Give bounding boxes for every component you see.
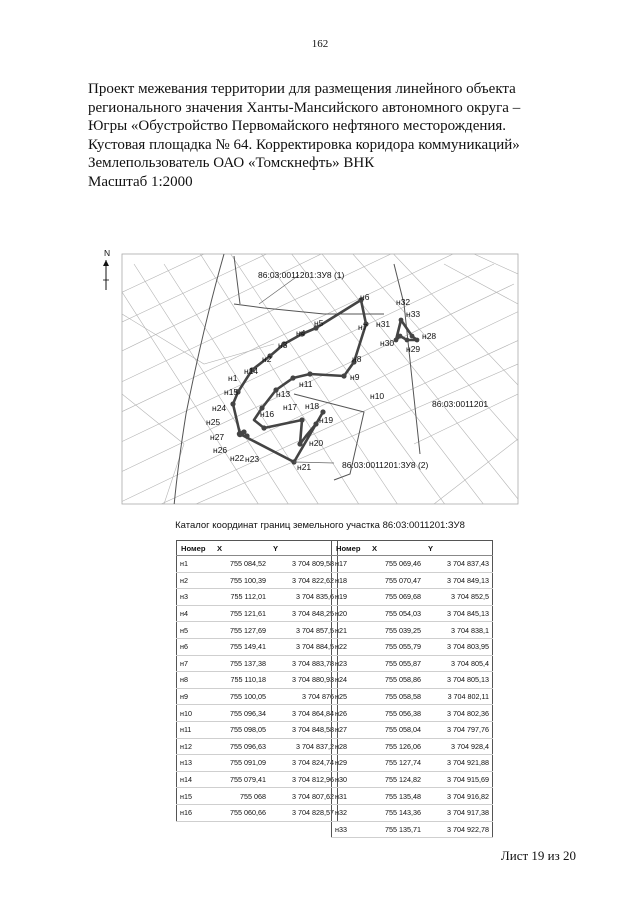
table-row	[177, 622, 338, 639]
table-row	[332, 572, 493, 589]
cell-y: 3 704 812,96	[269, 771, 338, 788]
cell-y: 3 704 921,88	[424, 755, 493, 772]
cell-num: н16	[177, 804, 214, 821]
title-line-1: Проект межевания территории для размещения линейного объекта	[88, 81, 516, 97]
cell-num: н31	[332, 788, 369, 805]
coordinates-table-right	[331, 540, 493, 838]
table-row	[332, 755, 493, 772]
north-arrow-icon	[103, 260, 109, 290]
cell-y: 3 704 864,84	[269, 705, 338, 722]
cell-x: 755 084,52	[213, 556, 269, 573]
table-row	[332, 821, 493, 838]
coordinates-table-left	[176, 540, 338, 822]
cell-num: н13	[177, 755, 214, 772]
table-row	[177, 721, 338, 738]
column-header-number: Номер	[177, 541, 214, 556]
point-label: н24	[212, 403, 227, 413]
parcel-label-zu8-1: 86:03:0011201:ЗУ8 (1)	[258, 270, 345, 280]
title-line-2: регионального значения Ханты-Мансийского автономного округа –	[88, 99, 521, 116]
cell-y: 3 704 848,58	[269, 721, 338, 738]
cell-x: 755 137,38	[213, 655, 269, 672]
point-label: н14	[244, 366, 259, 376]
point-label: н26	[213, 445, 228, 455]
cell-x: 755 058,58	[368, 688, 424, 705]
cell-num: н18	[332, 572, 369, 589]
table-row	[177, 655, 338, 672]
point-label: н33	[406, 309, 421, 319]
point-label: н29	[406, 344, 421, 354]
cell-x: 755 068	[213, 788, 269, 805]
cell-num: н19	[332, 589, 369, 606]
north-label: N	[104, 248, 111, 258]
cell-x: 755 079,41	[213, 771, 269, 788]
cell-y: 3 704 803,95	[424, 638, 493, 655]
table-row	[332, 771, 493, 788]
table-header-row	[177, 541, 338, 556]
cell-num: н12	[177, 738, 214, 755]
table-row	[177, 589, 338, 606]
table-row	[332, 721, 493, 738]
table-row	[177, 672, 338, 689]
catalog-title: Каталог координат границ земельного участка 86:03:0011201:ЗУ8	[175, 520, 465, 531]
cell-x: 755 135,71	[368, 821, 424, 838]
table-row	[177, 638, 338, 655]
table-row	[332, 556, 493, 573]
cell-x: 755 054,03	[368, 605, 424, 622]
cell-y: 3 704 822,62	[269, 572, 338, 589]
cell-y: 3 704 848,25	[269, 605, 338, 622]
cell-num: н24	[332, 672, 369, 689]
table-row	[177, 771, 338, 788]
cell-num: н21	[332, 622, 369, 639]
cell-y: 3 704 883,78	[269, 655, 338, 672]
cell-x: 755 070,47	[368, 572, 424, 589]
cell-num: н26	[332, 705, 369, 722]
cell-y: 3 704 880,93	[269, 672, 338, 689]
cell-x: 755 100,05	[213, 688, 269, 705]
point-label: н28	[422, 331, 437, 341]
scale-line: Масштаб 1:2000	[88, 173, 193, 190]
cell-y: 3 704 857,5	[269, 622, 338, 639]
cell-y: 3 704 845,13	[424, 605, 493, 622]
cell-x: 755 112,01	[213, 589, 269, 606]
cell-y: 3 704 802,36	[424, 705, 493, 722]
point-label: н11	[299, 379, 313, 389]
cell-x: 755 091,09	[213, 755, 269, 772]
table-row	[177, 556, 338, 573]
point-label: н13	[276, 389, 291, 399]
cell-x: 755 060,66	[213, 804, 269, 821]
cell-x: 755 058,86	[368, 672, 424, 689]
quarter-label: 86:03:0011201	[432, 399, 489, 409]
table-header-row	[332, 541, 493, 556]
cell-num: н28	[332, 738, 369, 755]
cell-y: 3 704 838,1	[424, 622, 493, 639]
table-row	[177, 788, 338, 805]
cell-y: 3 704 824,74	[269, 755, 338, 772]
cell-y: 3 704 828,57	[269, 804, 338, 821]
cell-num: н10	[177, 705, 214, 722]
cell-x: 755 039,25	[368, 622, 424, 639]
cell-num: н4	[177, 605, 214, 622]
table-row	[177, 605, 338, 622]
cell-x: 755 098,05	[213, 721, 269, 738]
table-row	[332, 705, 493, 722]
point-label: н8	[352, 354, 362, 364]
cell-num: н9	[177, 688, 214, 705]
table-row	[332, 589, 493, 606]
cell-x: 755 126,06	[368, 738, 424, 755]
cell-num: н2	[177, 572, 214, 589]
cell-x: 755 124,82	[368, 771, 424, 788]
cell-y: 3 704 805,13	[424, 672, 493, 689]
cell-x: 755 096,63	[213, 738, 269, 755]
cell-x: 755 069,68	[368, 589, 424, 606]
table-row	[332, 672, 493, 689]
cell-num: н5	[177, 622, 214, 639]
cell-x: 755 110,18	[213, 672, 269, 689]
point-label: н31	[376, 319, 391, 329]
cell-x: 755 149,41	[213, 638, 269, 655]
point-label: н19	[319, 415, 334, 425]
cadastral-map	[94, 244, 522, 506]
cell-y: 3 704 797,76	[424, 721, 493, 738]
point-label: н15	[224, 387, 239, 397]
cell-num: н20	[332, 605, 369, 622]
cell-num: н23	[332, 655, 369, 672]
cell-x: 755 135,48	[368, 788, 424, 805]
column-header-x: X	[213, 541, 269, 556]
cell-y: 3 704 922,78	[424, 821, 493, 838]
cell-num: н30	[332, 771, 369, 788]
cell-x: 755 127,74	[368, 755, 424, 772]
cell-num: н7	[177, 655, 214, 672]
point-label: н25	[206, 417, 221, 427]
table-row	[332, 738, 493, 755]
point-label: н23	[245, 454, 260, 464]
point-label: н3	[278, 340, 288, 350]
cell-x: 755 143,36	[368, 804, 424, 821]
cell-x: 755 069,46	[368, 556, 424, 573]
point-label: н5	[314, 318, 324, 328]
point-label: н1	[228, 373, 238, 383]
cell-y: 3 704 915,69	[424, 771, 493, 788]
cell-y: 3 704 809,58	[269, 556, 338, 573]
cell-x: 755 055,79	[368, 638, 424, 655]
point-label: н27	[210, 432, 225, 442]
column-header-x: X	[368, 541, 424, 556]
cell-y: 3 704 802,11	[424, 688, 493, 705]
cell-y: 3 704 805,4	[424, 655, 493, 672]
cell-y: 3 704 884,5	[269, 638, 338, 655]
point-label: н7	[358, 322, 368, 332]
cell-num: н3	[177, 589, 214, 606]
cell-num: н11	[177, 721, 214, 738]
table-row	[332, 638, 493, 655]
cell-y: 3 704 835,6	[269, 589, 338, 606]
parcel-label-zu8-2: 86:03:0011201:ЗУ8 (2)	[342, 460, 429, 470]
cell-x: 755 127,69	[213, 622, 269, 639]
cell-y: 3 704 837,2	[269, 738, 338, 755]
cell-x: 755 096,34	[213, 705, 269, 722]
table-row	[332, 688, 493, 705]
table-row	[332, 605, 493, 622]
cell-num: н15	[177, 788, 214, 805]
table-row	[332, 655, 493, 672]
title-line-3: Югры «Обустройство Первомайского нефтяного месторождения.	[88, 118, 507, 135]
table-row	[177, 688, 338, 705]
cell-num: н25	[332, 688, 369, 705]
cell-x: 755 100,39	[213, 572, 269, 589]
document-title	[88, 80, 558, 192]
cell-x: 755 058,04	[368, 721, 424, 738]
column-header-y: Y	[424, 541, 493, 556]
cell-y: 3 704 837,43	[424, 556, 493, 573]
table-row	[177, 705, 338, 722]
cell-x: 755 056,38	[368, 705, 424, 722]
cell-num: н14	[177, 771, 214, 788]
page-number: 162	[311, 38, 329, 50]
cell-num: н17	[332, 556, 369, 573]
cell-num: н33	[332, 821, 369, 838]
cell-num: н32	[332, 804, 369, 821]
table-row	[177, 755, 338, 772]
table-row	[332, 622, 493, 639]
point-label: н6	[360, 292, 370, 302]
land-user-line: Землепользователь ОАО «Томскнефть» ВНК	[88, 155, 375, 172]
point-label: н17	[283, 402, 298, 412]
cell-y: 3 704 852,5	[424, 589, 493, 606]
point-label: н10	[370, 391, 385, 401]
cell-y: 3 704 849,13	[424, 572, 493, 589]
title-line-4: Кустовая площадка № 64. Корректировка коридора коммуникаций»	[88, 136, 520, 153]
cell-y: 3 704 876	[269, 688, 338, 705]
point-label: н4	[296, 328, 306, 338]
cell-num: н29	[332, 755, 369, 772]
point-label: н32	[396, 297, 411, 307]
cell-x: 755 121,61	[213, 605, 269, 622]
sheet-number: Лист 19 из 20	[500, 848, 576, 863]
cell-y: 3 704 916,82	[424, 788, 493, 805]
point-label: н22	[230, 453, 245, 463]
column-header-number: Номер	[332, 541, 369, 556]
cell-num: н8	[177, 672, 214, 689]
point-label: н16	[260, 409, 275, 419]
cell-num: н6	[177, 638, 214, 655]
point-label: н21	[297, 462, 312, 472]
table-row	[332, 804, 493, 821]
cell-num: н27	[332, 721, 369, 738]
cell-y: 3 704 807,62	[269, 788, 338, 805]
cell-num: н1	[177, 556, 214, 573]
cell-y: 3 704 917,38	[424, 804, 493, 821]
point-label: н9	[350, 372, 360, 382]
table-row	[177, 572, 338, 589]
point-label: н30	[380, 338, 395, 348]
table-row	[177, 738, 338, 755]
point-label: н20	[309, 438, 324, 448]
table-row	[177, 804, 338, 821]
cell-x: 755 055,87	[368, 655, 424, 672]
table-row	[332, 788, 493, 805]
column-header-y: Y	[269, 541, 338, 556]
point-label: н18	[305, 401, 320, 411]
cell-num: н22	[332, 638, 369, 655]
point-label: н2	[262, 354, 272, 364]
cell-y: 3 704 928,4	[424, 738, 493, 755]
